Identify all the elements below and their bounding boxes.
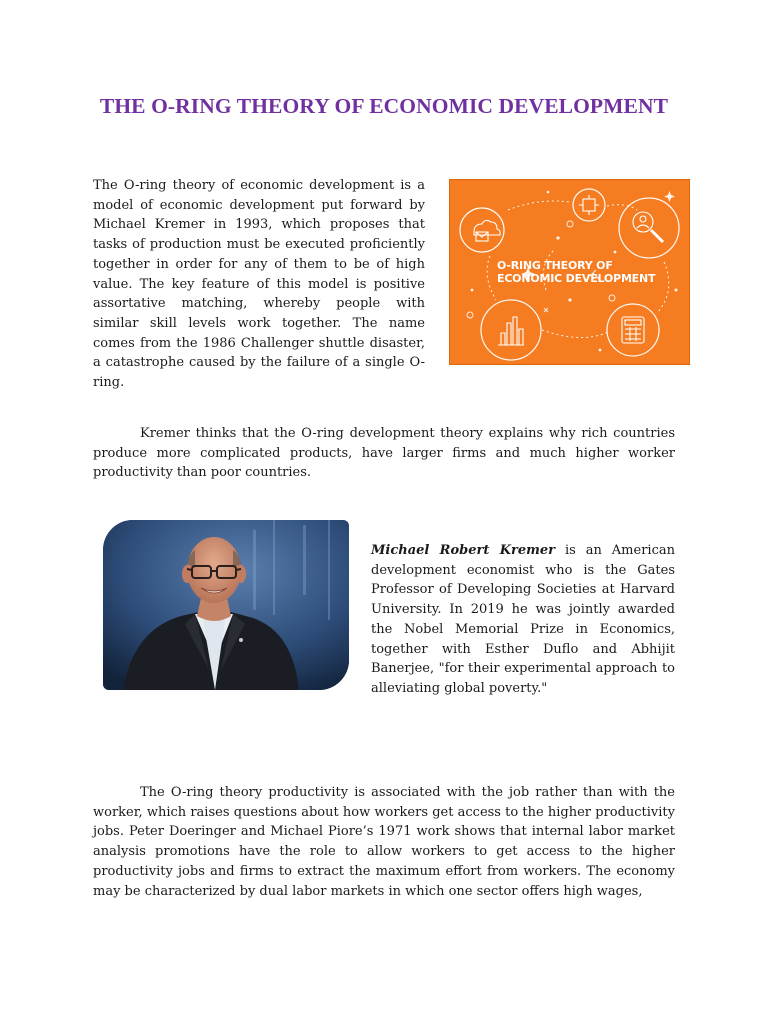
calculator-icon [607,304,659,356]
kremer-paragraph: Kremer thinks that the O-ring development theory explains why rich countries produce more complicated products, have larger firms and much higher worker productivity than poor countries. [93,426,675,481]
infographic-title: O-RING THEORY OF ECONOMIC DEVELOPMENT [497,259,656,285]
michael-kremer-photo [103,520,349,690]
o-ring-infographic [450,180,689,364]
gear-brain-icon [573,189,605,221]
portrait-illustration [103,520,349,690]
page-title: THE O-RING THEORY OF ECONOMIC DEVELOPMENT [99,94,669,118]
cloud-mail-icon [460,208,504,252]
author-name: Michael Robert Kremer [371,543,555,558]
intro-paragraph: The O-ring theory of economic development is a model of economic development put forward by Michael Kremer in 1993, which proposes that tasks of production must be executed proficiently together in order for any of them to be of high value. The key feature of this model is positive assortative matching, whereby people with similar skill levels work together. The name comes from the 1986 Challenger shuttle disaster, a catastrophe caused by the failure of a single O-ring. [93,178,425,391]
bio-paragraph [371,541,675,699]
labor-market-paragraph: The O-ring theory productivity is associated with the job rather than with the worker, which raises questions about how workers get access to the higher productivity jobs. Peter Doeringer and Michael Piore’s 1971 work shows that internal labor market analysis promotions have the role to allow workers to get access to the higher productivity jobs and firms to extract the maximum effort from workers. The economy may be characterized by dual labor markets in which one sector offers high wages, [93,785,675,899]
bio-text: is an American development economist who is the Gates Professor of Developing Societies at Harvard University. In 2019 he was jointly awarded the Nobel Memorial Prize in Economics, together with Esther Duflo and Abhijit Banerjee, "for their experimental approach to alleviating global poverty." [371,543,675,696]
